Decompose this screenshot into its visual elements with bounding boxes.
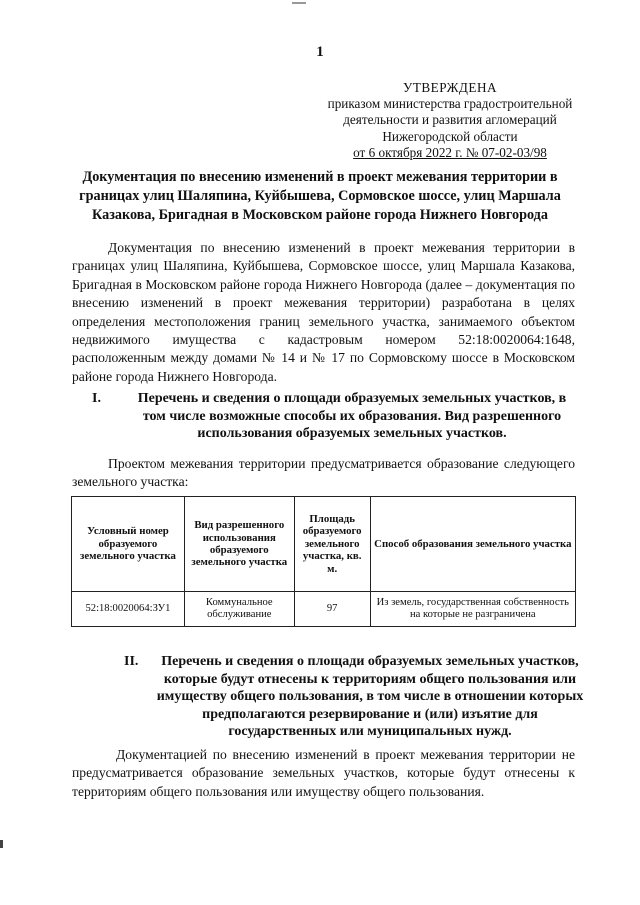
- approval-line-2: деятельности и развития агломераций: [343, 112, 557, 128]
- cell-formation-method: Из земель, государственная собственность на которые не разграничена: [370, 592, 575, 627]
- header-formation-method: Способ образования земельного участка: [370, 497, 575, 592]
- table-row: [72, 592, 576, 627]
- approval-block: [300, 80, 600, 161]
- section-1-heading: Перечень и сведения о площади образуемых земельных участков, в том числе возможные способы их образования. Вид разрешенного использования образуемых земельных участков.: [137, 391, 567, 442]
- scan-speck: [0, 840, 3, 848]
- approval-line-3: Нижегородской области: [382, 128, 518, 144]
- section-1-paragraph: Проектом межевания территории предусматривается образование следующего земельного участка:: [72, 456, 575, 490]
- header-plot-number: Условный номер образуемого земельного участка: [72, 497, 185, 592]
- table-header-row: [72, 497, 576, 592]
- approval-title: УТВЕРЖДЕНА: [402, 80, 498, 95]
- section-2-heading: Перечень и сведения о площади образуемых земельных участков, которые будут отнесены к территориям общего пользования или имуществу общего пользования, в том числе в отношении которых предполагаются резервирование и (или) изъятие для государственных или муниципальных нужд.: [156, 654, 584, 740]
- section-2-number: II.: [124, 654, 139, 669]
- approval-date: от 6 октября 2022 г. № 07-02-03/98: [353, 144, 547, 160]
- cell-plot-number: 52:18:0020064:ЗУ1: [72, 592, 185, 627]
- header-permitted-use: Вид разрешенного использования образуемого земельного участка: [184, 497, 294, 592]
- land-plots-table: [71, 496, 576, 627]
- page-number: 1: [316, 44, 324, 60]
- section-2-paragraph: Документацией по внесению изменений в проект межевания территории не предусматривается образование земельных участков, которые будут отнесены к территориям общего пользования или имуществу общего пользования.: [72, 747, 575, 799]
- scan-speck: [292, 2, 306, 4]
- header-area: Площадь образуемого земельного участка, кв. м.: [294, 497, 370, 592]
- intro-paragraph: Документация по внесению изменений в проект межевания территории в границах улиц Шаляпина, Куйбышева, Сормовское шоссе, улиц Маршала Казакова, Бригадная в Московском районе города Нижнего Новгорода (далее – документация по внесению изменений в проект межевания территории) разработана в целях определения местоположения границ земельного участка, занимаемого объектом недвижимого имущества с кадастровым номером 52:18:0020064:1648, расположенным между домами № 14 и № 17 по Сормовскому шоссе в Московском районе города Нижнего Новгорода.: [72, 240, 575, 384]
- cell-area: 97: [294, 592, 370, 627]
- document-title: Документация по внесению изменений в проект межевания территории в границах улиц Шаляпина, Куйбышева, Сормовское шоссе, улиц Маршала Казакова, Бригадная в Московском районе города Нижнего Новгорода: [79, 169, 561, 223]
- section-1-number: I.: [92, 391, 101, 406]
- approval-line-1: приказом министерства градостроительной: [327, 96, 573, 112]
- cell-permitted-use: Коммунальное обслуживание: [184, 592, 294, 627]
